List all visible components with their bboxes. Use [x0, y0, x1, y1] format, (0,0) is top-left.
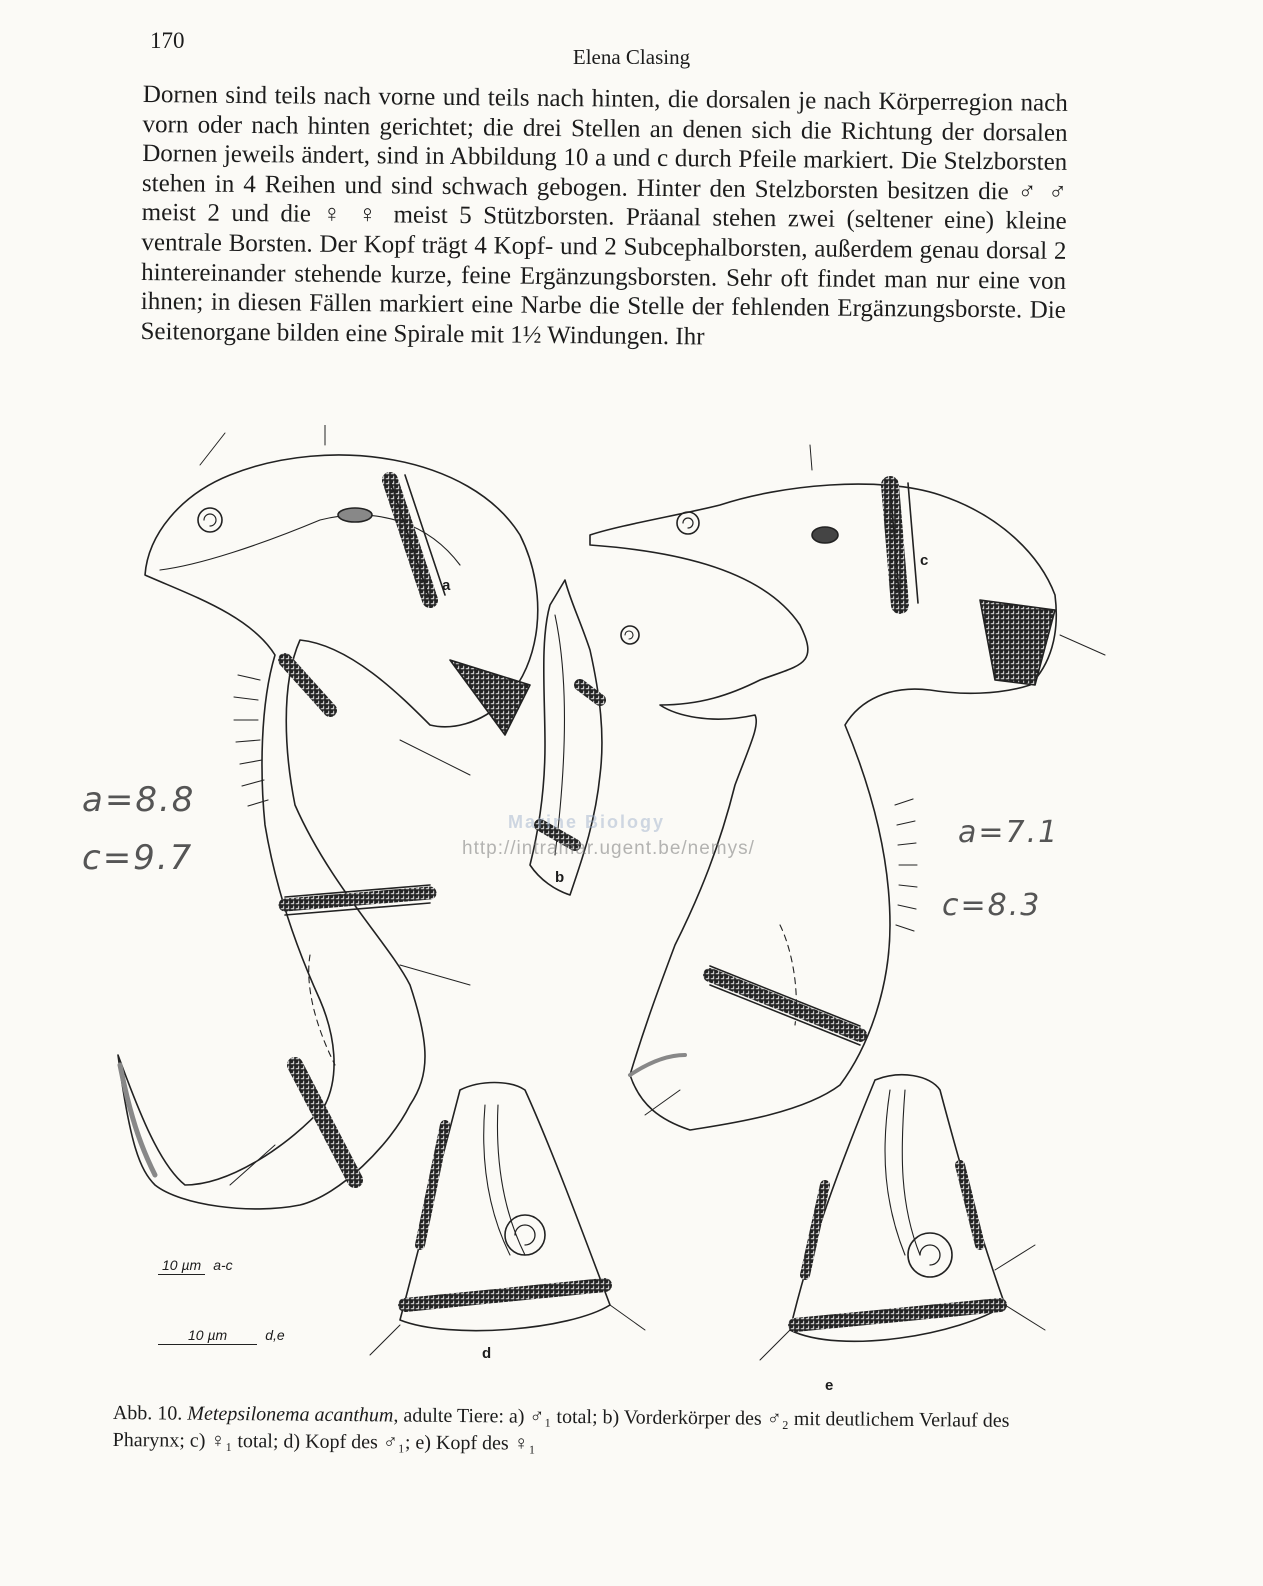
handwritten-right-c: c=8.3: [942, 888, 1042, 923]
handwritten-left-c: c=9.7: [82, 838, 194, 878]
specimen-c-drawing: [590, 445, 1105, 1130]
panel-label-b: b: [555, 869, 565, 886]
figure-plate: [100, 425, 1160, 1425]
panel-label-c: c: [920, 552, 929, 569]
scale-bar-de: [158, 1327, 285, 1345]
scale-bar-de-label: d,e: [265, 1327, 285, 1343]
figure-caption: [113, 1400, 1043, 1462]
body-paragraph: Dornen sind teils nach vorne und teils nach hinten, die dorsalen je nach Körperregion nach vorn oder nach hinten gerichtet; die drei Stellen an denen sich die Richtung der dorsalen Dornen jeweils ändert, sind in Abbildung 10 a und c durch Pfeile markiert. Die Stelzborsten stehen in 4 Reihen und sind schwach gebogen. Hinter den Stelzborsten besitzen die ♂ ♂ meist 2 und die ♀ ♀ meist 5 Stützborsten. Präanal stehen zwei (seltener eine) kleine ventrale Borsten. Der Kopf trägt 4 Kopf- und 2 Subcephalborsten, außerdem genau dorsal 2 hintereinander stehende kurze, feine Ergänzungsborsten. Sehr oft findet man nur eine von ihnen; in diesen Fällen markiert eine Narbe die Stelle der fehlenden Ergänzungsborste. Die Seitenorgane bilden eine Spirale mit 1½ Windungen. Ihr: [140, 80, 1068, 351]
caption-prefix: Abb. 10.: [112, 1401, 183, 1425]
head-d-drawing: [370, 1083, 645, 1356]
head-e-drawing: [760, 1075, 1045, 1360]
panel-label-a: a: [442, 577, 451, 594]
panel-label-e: e: [825, 1377, 834, 1394]
nematode-drawings: [100, 425, 1160, 1425]
caption-text: , adulte Tiere: a) ♂₁ total; b) Vorderkörper des ♂₂ mit deutlichem Verlauf des Pharynx; c) ♀₁ total; d) Kopf des ♂₁; e) Kopf des ♀₁: [112, 1404, 1010, 1455]
scale-bar-ac: [158, 1257, 233, 1275]
watermark-url: http://intramar.ugent.be/nemys/: [462, 838, 755, 859]
running-head: Elena Clasing: [572, 45, 691, 69]
panel-label-d: d: [482, 1345, 492, 1362]
watermark-text: Marine Biology: [508, 812, 666, 832]
handwritten-left-a: a=8.8: [82, 780, 196, 820]
scale-bar-ac-value: 10 µm: [158, 1257, 205, 1275]
scale-bar-ac-label: a-c: [213, 1257, 233, 1273]
caption-species: Metepsilonema acanthum: [187, 1402, 394, 1427]
page-number: 170: [150, 28, 185, 53]
scale-bar-de-value: 10 µm: [158, 1327, 257, 1345]
handwritten-right-a: a=7.1: [958, 815, 1060, 850]
